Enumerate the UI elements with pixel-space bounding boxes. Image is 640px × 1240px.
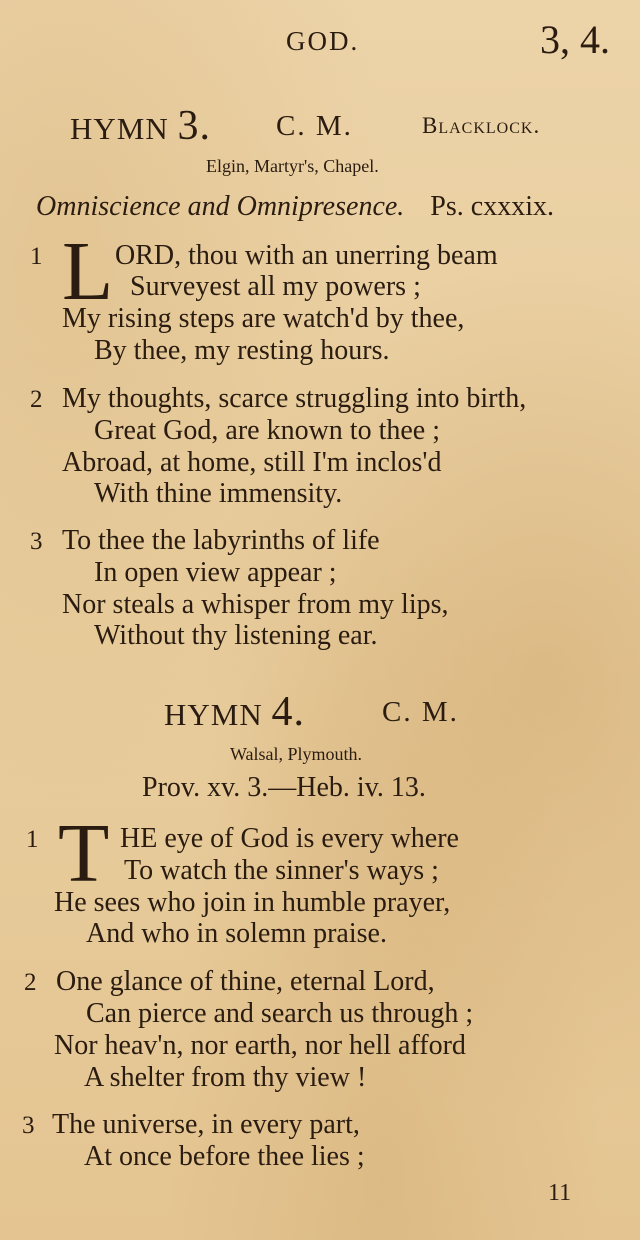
hymn-3-subject-line	[36, 191, 554, 223]
hymn-3-stanza-2-line-4: With thine immensity.	[94, 478, 343, 509]
running-head: GOD.	[286, 26, 360, 56]
hymn-4-stanza-1-line-3: He sees who join in humble prayer,	[54, 887, 451, 918]
hymn-3-stanza-1-line-2: Surveyest all my powers ;	[130, 271, 421, 302]
hymn-3-label: HYMN	[70, 111, 169, 146]
page-range: 3, 4.	[540, 17, 610, 62]
hymn-3-meter: C. M.	[276, 110, 353, 142]
hymn-3-reference: Ps. cxxxix.	[430, 191, 554, 222]
hymn-3-stanza-3-line-1: To thee the labyrinths of life	[62, 525, 380, 556]
hymn-4-stanza-3-number: 3	[22, 1112, 35, 1139]
hymn-3-stanza-1-line-3: My rising steps are watch'd by thee,	[62, 303, 465, 334]
hymn-3-stanza-3-number: 3	[30, 528, 43, 555]
hymn-3-tunes: Elgin, Martyr's, Chapel.	[206, 156, 379, 176]
hymn-3-stanza-2-line-2: Great God, are known to thee ;	[94, 415, 440, 446]
hymn-4-stanza-1-line-2: To watch the sinner's ways ;	[124, 855, 439, 886]
hymn-4-meter: C. M.	[382, 696, 459, 728]
hymn-3-stanza-3-line-3: Nor steals a whisper from my lips,	[62, 589, 449, 620]
hymn-3-number: 3.	[177, 103, 211, 149]
hymn-3-stanza-2-line-1: My thoughts, scarce struggling into birth,	[62, 383, 527, 414]
hymn-4-stanza-3-line-1: The universe, in every part,	[52, 1109, 360, 1140]
hymn-4-number: 4.	[271, 689, 305, 735]
hymn-3-stanza-3-line-4: Without thy listening ear.	[94, 620, 378, 651]
hymn-3-heading	[70, 102, 211, 150]
hymn-3-stanza-2-number: 2	[30, 386, 43, 413]
hymn-4-stanza-2-line-3: Nor heav'n, nor earth, nor hell afford	[54, 1030, 466, 1061]
hymn-3-author: Blacklock.	[422, 113, 541, 138]
hymn-3-stanza-1-number: 1	[30, 243, 43, 270]
hymn-4-stanza-1-line-4: And who in solemn praise.	[86, 918, 387, 949]
hymn-4-stanza-1-line-1: HE eye of God is every where	[120, 823, 459, 854]
hymn-4-stanza-2-line-4: A shelter from thy view !	[84, 1062, 367, 1093]
hymn-4-label: HYMN	[164, 697, 263, 732]
hymn-3-stanza-2-line-3: Abroad, at home, still I'm inclos'd	[62, 447, 442, 478]
page-number: 11	[548, 1180, 572, 1206]
hymn-4-drop-cap: T	[58, 807, 110, 900]
hymn-3-stanza-3-line-2: In open view appear ;	[94, 557, 337, 588]
hymn-4-stanza-2-number: 2	[24, 969, 37, 996]
hymn-4-tunes: Walsal, Plymouth.	[230, 744, 363, 764]
hymn-4-heading	[164, 688, 305, 736]
hymn-4-stanza-2-line-2: Can pierce and search us through ;	[86, 998, 474, 1029]
hymn-4-stanza-2-line-1: One glance of thine, eternal Lord,	[56, 966, 435, 997]
hymn-4-reference: Prov. xv. 3.—Heb. iv. 13.	[142, 772, 426, 803]
hymn-4-stanza-1-number: 1	[26, 826, 39, 853]
hymn-3-drop-cap: L	[62, 225, 114, 318]
hymn-4-stanza-3-line-2: At once before thee lies ;	[84, 1141, 365, 1172]
hymn-3-stanza-1-line-4: By thee, my resting hours.	[94, 335, 390, 366]
hymn-3-stanza-1-line-1: ORD, thou with an unerring beam	[115, 240, 498, 271]
hymn-3-subject: Omniscience and Omnipresence.	[36, 191, 405, 222]
